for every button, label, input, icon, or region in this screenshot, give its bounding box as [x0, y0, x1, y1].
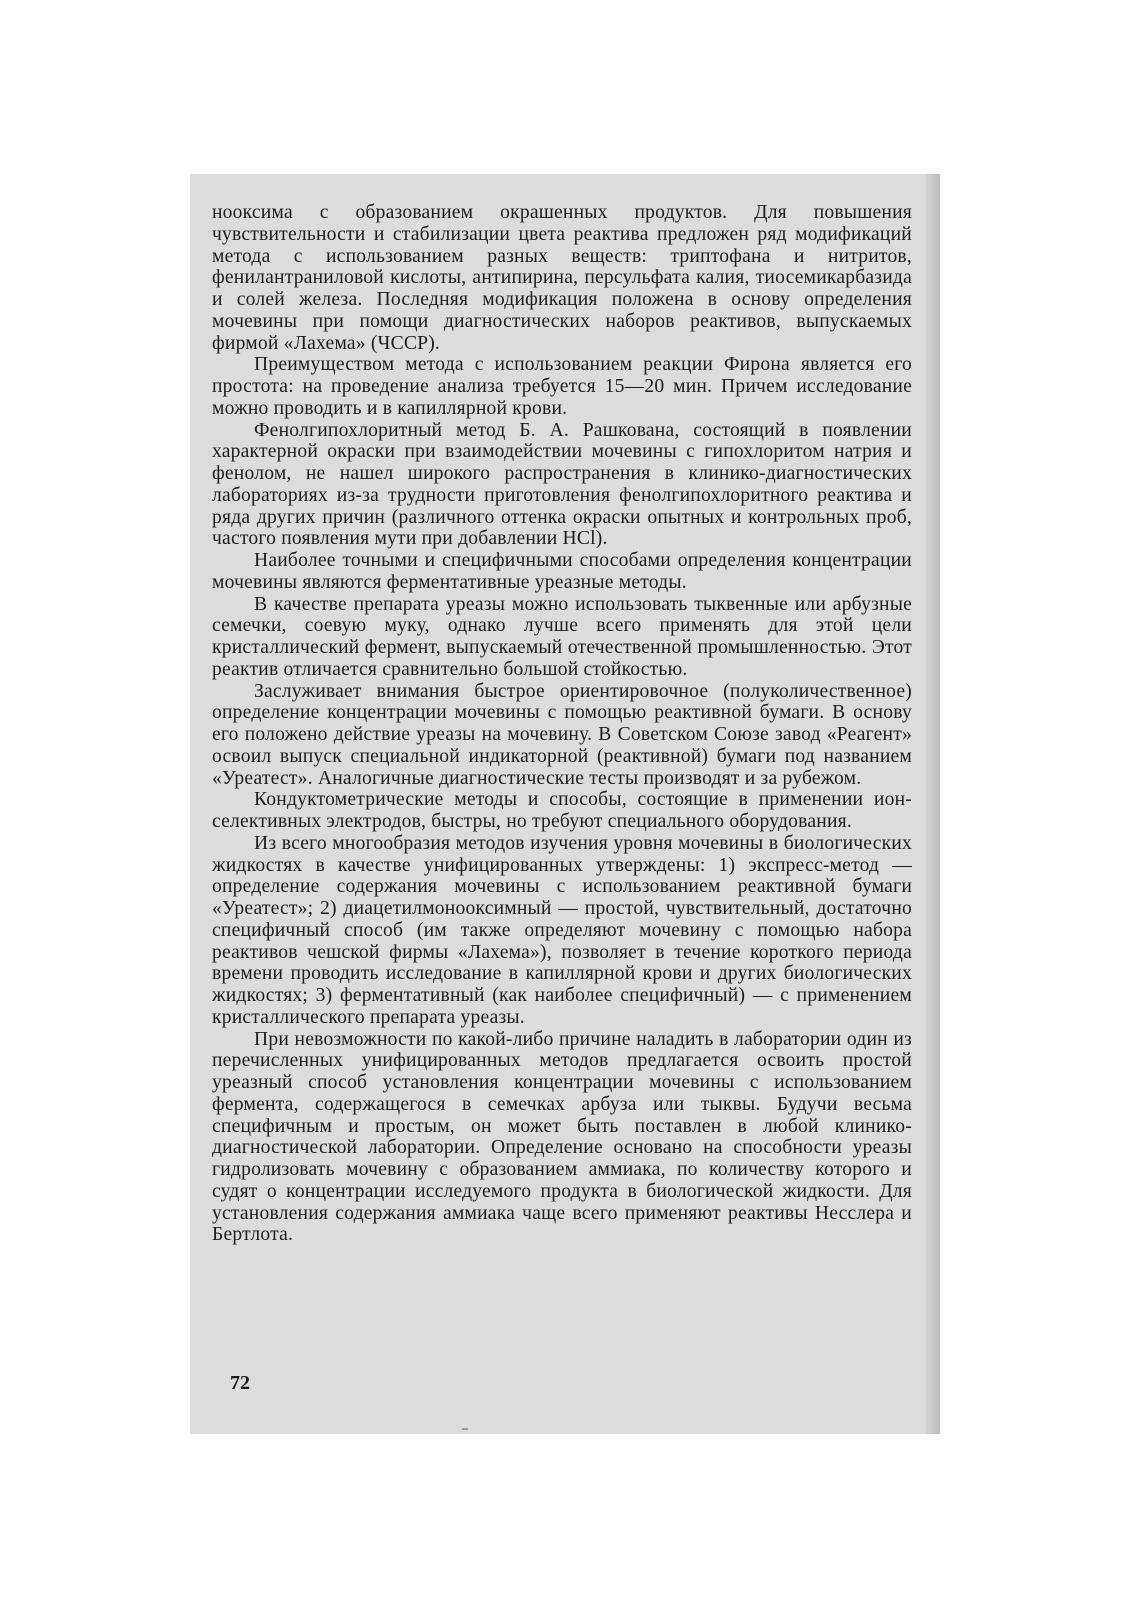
paragraph-3: Фенолгипохлоритный метод Б. А. Рашкована, состоящий в появлении характерной окраски при взаимодействии мочевины с гипохлоритом натрия и фенолом, не нашел широкого распространения в клинико-диагностических лабораториях из-за трудности приготовления фенолгипохлоритного реактива и ряда других причин (различного оттенка окраски опытных и контрольных проб, частого появления мути при добавлении HCl). — [212, 419, 912, 550]
paragraph-5: В качестве препарата уреазы можно использовать тыквенные или арбузные семечки, соевую муку, однако лучше всего применять для этой цели кристаллический фермент, выпускаемый отечественной промышленностью. Этот реактив отличается сравнительно большой стойкостью. — [212, 593, 912, 680]
paragraph-8: Из всего многообразия методов изучения уровня мочевины в биологических жидкостях в качестве унифицированных утверждены: 1) экспресс-метод — определение содержания мочевины с использованием реактивной бумаги «Уреатест»; 2) диацетилмонооксимный — простой, чувствительный, достаточно специфичный способ (им также определяют мочевину с помощью набора реактивов чешской фирмы «Лахема»), позволяет в течение короткого периода времени проводить исследование в капиллярной крови и других биологических жидкостях; 3) ферментативный (как наиболее специфичный) — с применением кристаллического препарата уреазы. — [212, 832, 912, 1028]
paragraph-4: Наиболее точными и специфичными способами определения концентрации мочевины являются ферментативные уреазные методы. — [212, 550, 912, 593]
page-number: 72 — [230, 1372, 250, 1394]
scan-speck — [462, 1428, 468, 1430]
page-text — [212, 202, 912, 1246]
paragraph-7: Кондуктометрические методы и способы, состоящие в применении ион-селективных электродов, быстры, но требуют специального оборудования. — [212, 789, 912, 832]
paragraph-1: нооксима с образованием окрашенных продуктов. Для повышения чувствительности и стабилизации цвета реактива предложен ряд модификаций метода с использованием разных веществ: триптофана и нитритов, фенилантраниловой кислоты, антипирина, персульфата калия, тиосемикарбазида и солей железа. Последняя модификация положена в основу определения мочевины при помощи диагностических наборов реактивов, выпускаемых фирмой «Лахема» (ЧССР). — [212, 202, 912, 354]
paragraph-6: Заслуживает внимания быстрое ориентировочное (полуколичественное) определение концентрации мочевины с помощью реактивной бумаги. В основу его положено действие уреазы на мочевину. В Советском Союзе завод «Реагент» освоил выпуск специальной индикаторной (реактивной) бумаги под названием «Уреатест». Аналогичные диагностические тесты производят и за рубежом. — [212, 680, 912, 789]
book-page — [190, 174, 940, 1434]
page-edge-shadow — [926, 174, 940, 1434]
paragraph-9: При невозможности по какой-либо причине наладить в лаборатории один из перечисленных унифицированных методов предлагается освоить простой уреазный способ установления концентрации мочевины с использованием фермента, содержащегося в семечках арбуза или тыквы. Будучи весьма специфичным и простым, он может быть поставлен в любой клинико-диагностической лаборатории. Определение основано на способности уреазы гидролизовать мочевину с образованием аммиака, по количеству которого и судят о концентрации исследуемого продукта в биологической жидкости. Для установления содержания аммиака чаще всего применяют реактивы Несслера и Бертлота. — [212, 1028, 912, 1246]
paragraph-2: Преимуществом метода с использованием реакции Фирона является его простота: на проведение анализа требуется 15—20 мин. Причем исследование можно проводить и в капиллярной крови. — [212, 354, 912, 419]
